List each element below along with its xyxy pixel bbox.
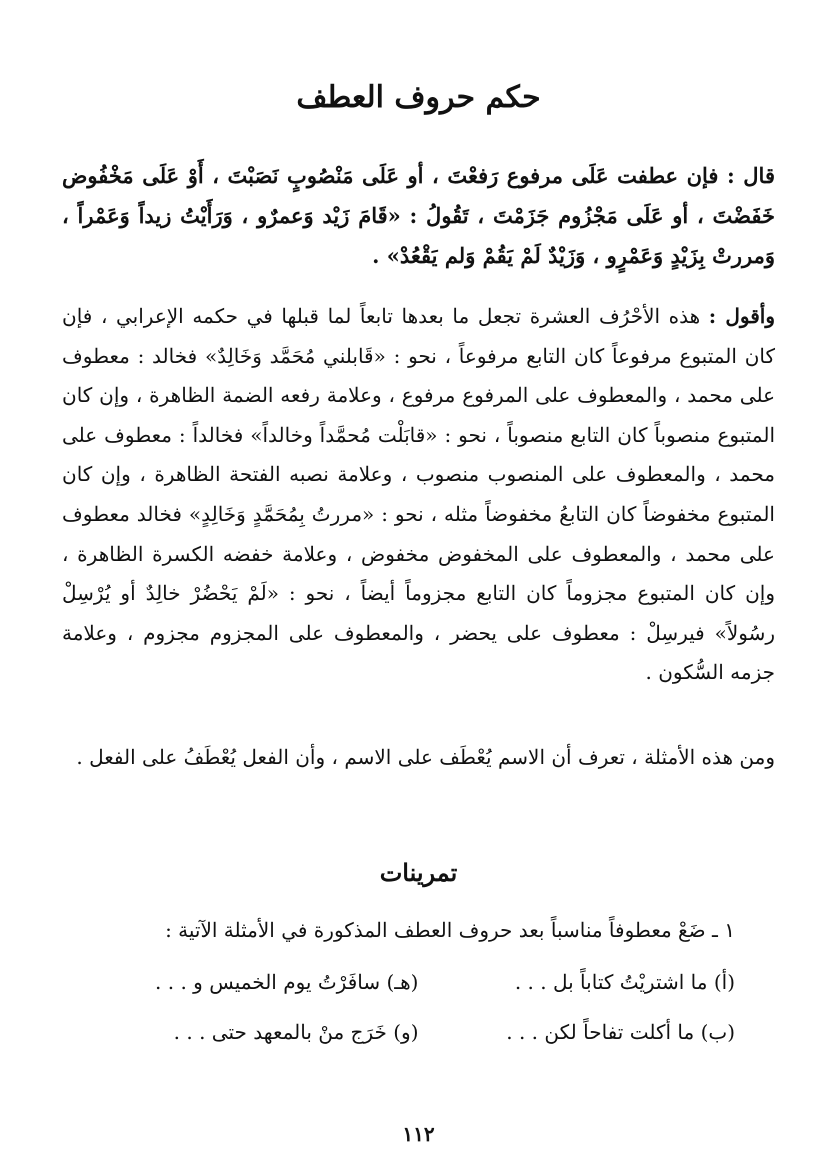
exercise-item: (هـ) سافَرْتُ يوم الخميس و . . . (155, 970, 419, 994)
matn-paragraph (62, 156, 775, 276)
page-title: حكم حروف العطف (296, 80, 541, 115)
exercise-item: (ب) ما أكلت تفاحاً لكن . . . (506, 1020, 735, 1044)
exercise-item: (أ) ما اشتريْتُ كتاباً بل . . . (514, 970, 735, 994)
book-page (62, 0, 775, 1176)
qala-text: فإن عطفت عَلَى مرفوع رَفعْتَ ، أو عَلَى مَنْصُوبٍ نَصَبْتَ ، أَوْ عَلَى مَخْفُوض خَفَضْتَ ، أو عَلَى مَجْزُوم جَزَمْتَ ، تَقُولُ : «قَامَ زَيْد وَعمرٌو ، وَرَأَيْتُ زيداً وَعَمْراً ، وَمررتْ بِزَيْدٍ وَعَمْرٍو ، وَزَيْدٌ لَمْ يَقُمْ وَلم يَقْعُدْ» . (62, 163, 775, 268)
exercises-heading: تمرينات (379, 858, 458, 887)
commentary-paragraph (62, 297, 775, 693)
examples-note: ومن هذه الأمثلة ، تعرف أن الاسم يُعْطَف على الاسم ، وأن الفعل يُعْطَفُ على الفعل . (76, 745, 775, 769)
aqulu-lead: وأقول : (708, 304, 776, 328)
page-number: ١١٢ (402, 1122, 435, 1146)
qala-lead: قال : (727, 163, 775, 188)
exercise-row (102, 1020, 735, 1044)
aqulu-text: هذه الأحْرُف العشرة تجعل ما بعدها تابعاً لما قبلها في حكمه الإعرابي ، فإن كان المتبوع مرفوعاً كان التابع مرفوعاً ، نحو : «قَابلني مُحَمَّد وَخَالِدٌ» فخالد : معطوف على محمد ، والمعطوف على المرفوع مرفوع ، وعلامة رفعه الضمة الظاهرة ، وإن كان المتبوع منصوباً كان التابع منصوباً ، نحو : «قابَلْت مُحمَّداً وخالداً» فخالداً : معطوف على محمد ، والمعطوف على المنصوب منصوب ، وعلامة نصبه الفتحة الظاهرة ، وإن كان المتبوع مخفوضاً كان التابعُ مخفوضاً مثله ، نحو : «مررتُ بِمُحَمَّدٍ وَخَالِدٍ» فخالد معطوف على محمد ، والمعطوف على المخفوض مخفوض ، وعلامة خفضه الكسرة الظاهرة ، وإن كان المتبوع مجزوماً كان التابع مجزوماً أيضاً ، نحو : «لَمْ يَحْضُرْ خالِدٌ أو يُرْسِلْ رسُولاً» فيرسِلْ : معطوف على يحضر ، والمعطوف على المجزوم مجزوم ، وعلامة جزمه السُّكون . (62, 304, 775, 685)
exercise-question: ١ ـ ضَعْ معطوفاً مناسباً بعد حروف العطف المذكورة في الأمثلة الآتية : (165, 918, 735, 942)
exercise-item: (و) خَرَج منْ بالمعهد حتى . . . (173, 1020, 419, 1044)
exercise-row (102, 970, 735, 994)
